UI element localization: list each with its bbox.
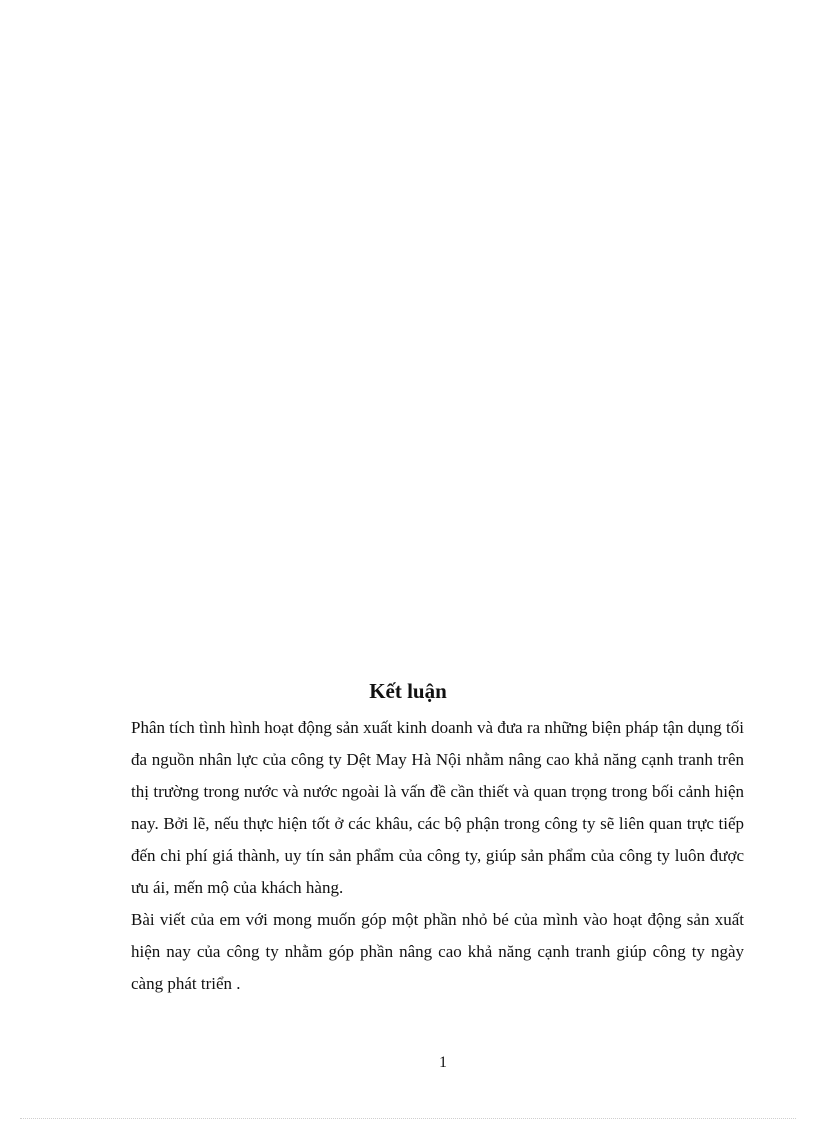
page-bottom-divider [20,1118,796,1119]
page-number: 1 [439,1054,447,1071]
paragraph-conclusion-2: Bài viết của em với mong muốn góp một phần nhỏ bé của mình vào hoạt động sản xuất hiện nay của công ty nhằm góp phần nâng cao khả năng cạnh tranh giúp công ty ngày càng phát triển . [131,910,744,993]
body-text [131,712,744,1000]
section-heading: Kết luận [369,679,447,703]
paragraph-conclusion-1: Phân tích tình hình hoạt động sản xuất kinh doanh và đưa ra những biện pháp tận dụng tối đa nguồn nhân lực của công ty Dệt May Hà Nội nhằm nâng cao khả năng cạnh tranh trên thị trường trong nước và nước ngoài là vấn đề cần thiết và quan trọng trong bối cảnh hiện nay. Bởi lẽ, nếu thực hiện tốt ở các khâu, các bộ phận trong công ty sẽ liên quan trực tiếp đến chi phí giá thành, uy tín sản phẩm của công ty, giúp sản phẩm của công ty luôn được ưu ái, mến mộ của khách hàng. [131,718,744,897]
